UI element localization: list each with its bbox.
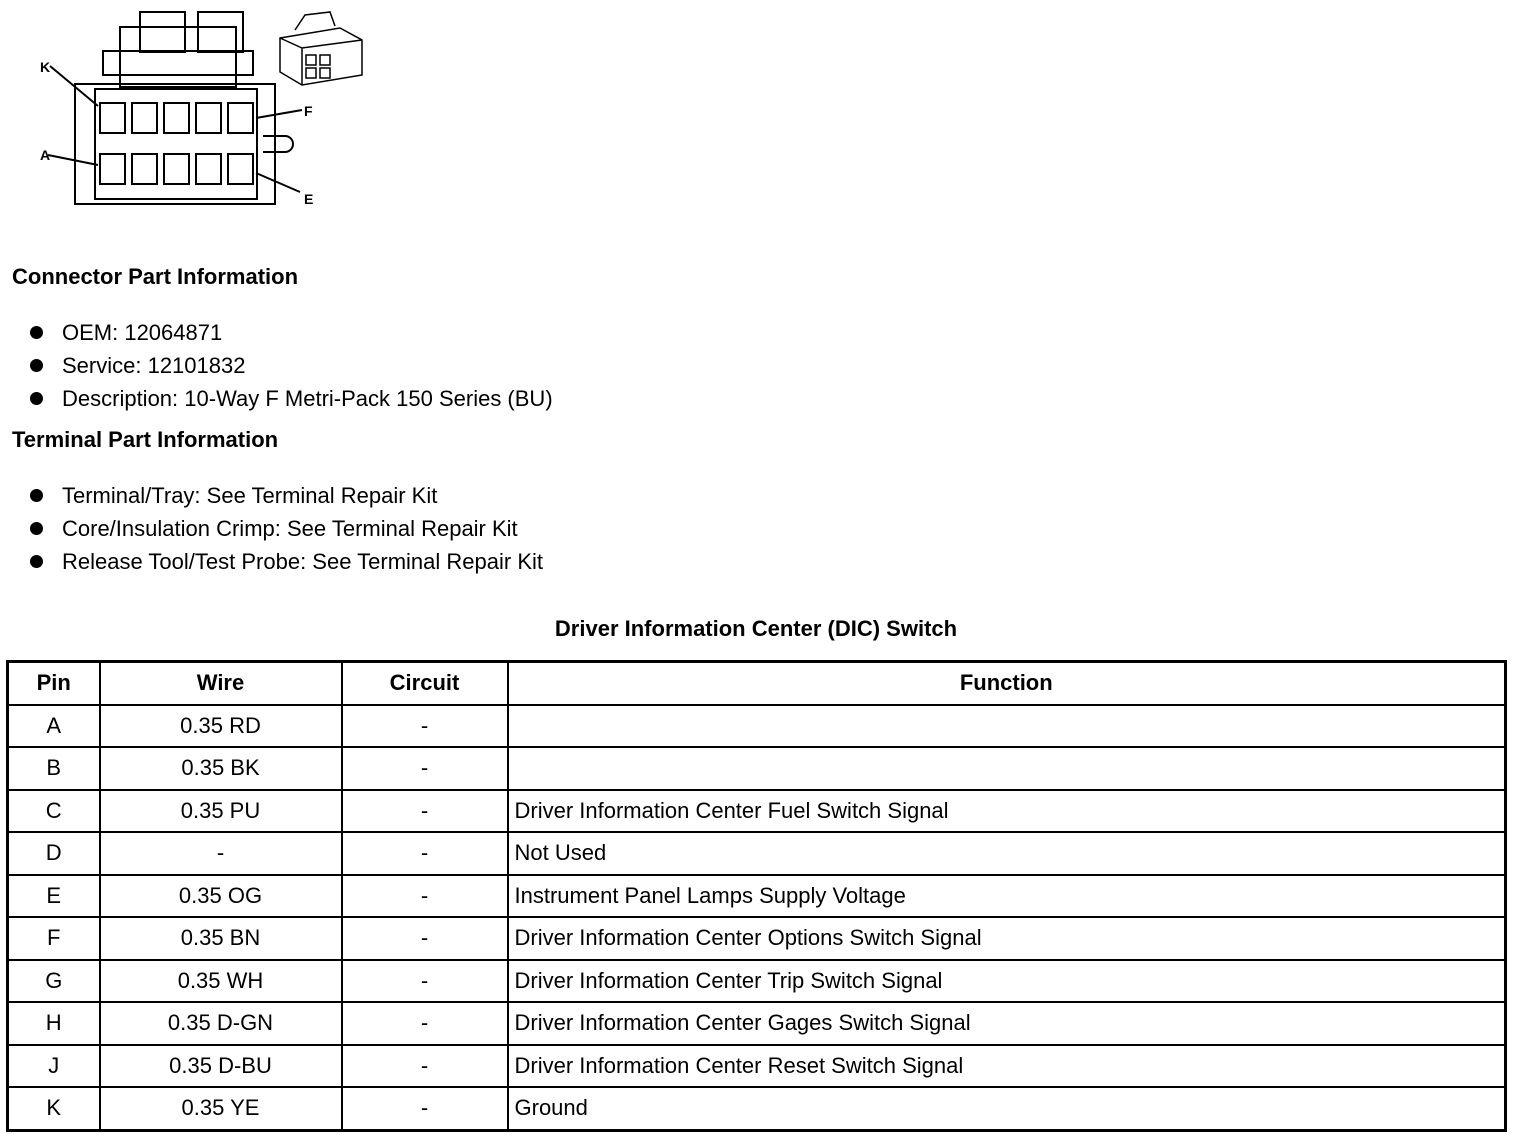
cell-function: Driver Information Center Options Switch Signal: [508, 917, 1506, 960]
cell-circuit: -: [342, 960, 508, 1003]
pin-label-k: K: [40, 59, 51, 75]
table-row: [8, 875, 1506, 918]
table-title: Driver Information Center (DIC) Switch: [554, 616, 958, 641]
list-item: Release Tool/Test Probe: See Terminal Repair Kit: [30, 545, 543, 578]
cell-pin: E: [8, 875, 100, 918]
cell-function: Driver Information Center Fuel Switch Signal: [508, 790, 1506, 833]
cell-circuit: -: [342, 1002, 508, 1045]
header-pin: Pin: [8, 662, 100, 705]
terminal-part-list: [30, 479, 543, 578]
cell-function: Driver Information Center Gages Switch Signal: [508, 1002, 1506, 1045]
table-row: [8, 832, 1506, 875]
cell-wire: 0.35 YE: [100, 1087, 342, 1130]
cell-wire: 0.35 D-BU: [100, 1045, 342, 1088]
table-row: [8, 705, 1506, 748]
list-item: Terminal/Tray: See Terminal Repair Kit: [30, 479, 543, 512]
connector-part-heading: Connector Part Information: [12, 264, 299, 289]
cell-circuit: -: [342, 790, 508, 833]
pin-label-a: A: [40, 147, 51, 163]
cavity-grid: [100, 103, 253, 184]
cell-pin: H: [8, 1002, 100, 1045]
header-wire: Wire: [100, 662, 342, 705]
cell-pin: K: [8, 1087, 100, 1130]
cell-pin: B: [8, 747, 100, 790]
list-item: Core/Insulation Crimp: See Terminal Repair Kit: [30, 512, 543, 545]
list-item: OEM: 12064871: [30, 316, 553, 349]
cell-wire: 0.35 PU: [100, 790, 342, 833]
cell-pin: C: [8, 790, 100, 833]
cell-pin: F: [8, 917, 100, 960]
cell-function: [508, 747, 1506, 790]
header-circuit: Circuit: [342, 662, 508, 705]
cell-wire: 0.35 WH: [100, 960, 342, 1003]
cell-circuit: -: [342, 705, 508, 748]
cell-pin: G: [8, 960, 100, 1003]
cell-pin: J: [8, 1045, 100, 1088]
cell-circuit: -: [342, 1087, 508, 1130]
cell-wire: 0.35 BN: [100, 917, 342, 960]
table-row: [8, 917, 1506, 960]
table-header-row: [8, 662, 1506, 705]
header-function: Function: [508, 662, 1506, 705]
cell-circuit: -: [342, 917, 508, 960]
table-row: [8, 1087, 1506, 1130]
cell-wire: 0.35 OG: [100, 875, 342, 918]
table-row: [8, 747, 1506, 790]
cell-circuit: -: [342, 1045, 508, 1088]
cell-function: Instrument Panel Lamps Supply Voltage: [508, 875, 1506, 918]
connector-3d-view: [280, 12, 362, 85]
connector-part-list: [30, 316, 553, 415]
cell-wire: 0.35 RD: [100, 705, 342, 748]
terminal-part-heading: Terminal Part Information: [12, 427, 279, 452]
cell-wire: -: [100, 832, 342, 875]
pinout-table: [6, 660, 1507, 1132]
table-row: [8, 960, 1506, 1003]
pin-label-f: F: [304, 103, 313, 119]
cell-wire: 0.35 D-GN: [100, 1002, 342, 1045]
cell-function: [508, 705, 1506, 748]
list-item: Description: 10-Way F Metri-Pack 150 Series (BU): [30, 382, 553, 415]
table-row: [8, 790, 1506, 833]
cell-pin: D: [8, 832, 100, 875]
cell-circuit: -: [342, 832, 508, 875]
cell-circuit: -: [342, 875, 508, 918]
cell-pin: A: [8, 705, 100, 748]
table-row: [8, 1002, 1506, 1045]
cell-function: Not Used: [508, 832, 1506, 875]
pin-label-e: E: [304, 191, 314, 207]
list-item: Service: 12101832: [30, 349, 553, 382]
cell-function: Ground: [508, 1087, 1506, 1130]
connector-diagram: [30, 0, 370, 220]
cell-circuit: -: [342, 747, 508, 790]
cell-function: Driver Information Center Trip Switch Signal: [508, 960, 1506, 1003]
cell-wire: 0.35 BK: [100, 747, 342, 790]
cell-function: Driver Information Center Reset Switch Signal: [508, 1045, 1506, 1088]
table-row: [8, 1045, 1506, 1088]
